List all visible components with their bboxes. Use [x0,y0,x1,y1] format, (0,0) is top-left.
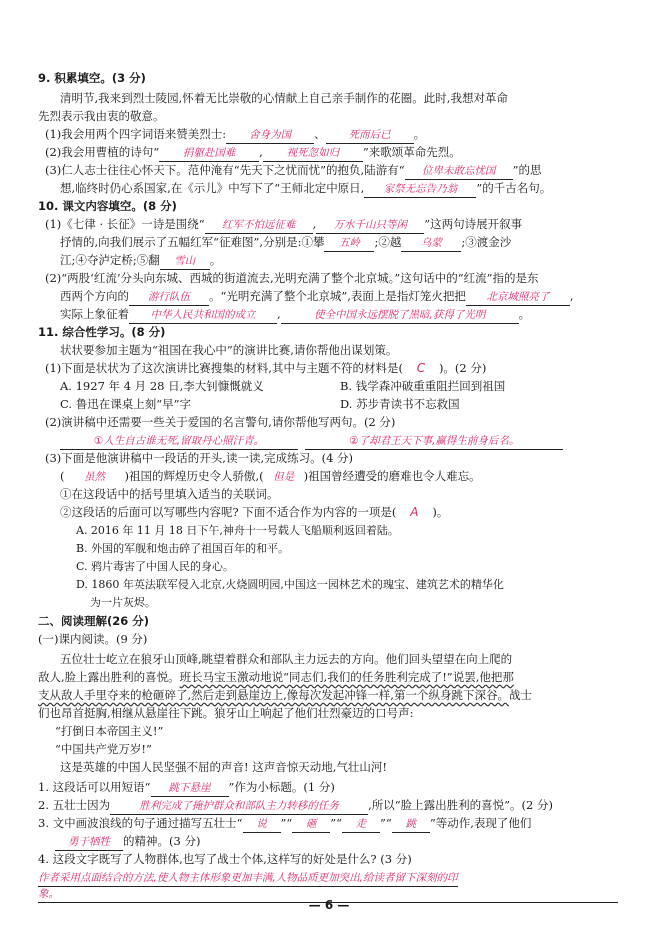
option-a: A. 1927 年 4 月 28 日,李大钊慷慨就义 [60,379,264,393]
q9-intro-line1: 清明节,我来到烈士陵园,怀着无比崇敬的心情献上自己亲手制作的花圈。此时,我想对革命 [60,91,508,105]
answer-blank[interactable]: 跳 [392,817,430,833]
answer-blank[interactable]: 家祭无忘告乃翁 [364,182,476,198]
answer-blank[interactable]: 胜利完成了掩护群众和部队主力转移的任务 [110,799,368,815]
wavy-underlined-sentence: 班长马宝玉激动地说“同志们,我们的任务胜利完成了!”说罢,他把那 [179,670,514,684]
answer-blank[interactable]: 砸 [292,817,330,833]
answer-blank[interactable]: 中华人民共和国的成立 [129,308,277,324]
option-c: C. 鲁迅在课桌上刻“早”字 [60,397,191,411]
option-b: B. 钱学森冲破重重阻拦回到祖国 [340,379,506,393]
q11-option-c: C. 鸦片毒害了中国人民的身心。 [76,560,235,573]
q9-s2: (2)我会用曹植的诗句“ 捐躯赴国难 , 视死忽如归 ”来歌颂革命先烈。 [45,145,461,162]
reading-q3-cont: 勇于牺牲 的精神。(3 分) [55,834,200,851]
q9-intro-line2: 先烈表示我由衷的敬意。 [38,109,165,123]
q11-s2: (2)演讲稿中还需要一些关于爱国的名言警句,请你帮他写两句。(2 分) [45,415,396,429]
q10-s1-cont2: 江;④夺泸定桥;⑤翻 雪山 。 [60,253,221,270]
q11-s3: (3)下面是他演讲稿中一段话的开头,读一读,完成练习。(4 分) [45,451,354,465]
answer-blank[interactable]: 视死忽如归 [263,146,363,162]
answer-blank[interactable]: 捐躯赴国难 [159,146,259,162]
passage-line3: 支从敌人手里夺来的枪砸碎了,然后走到悬崖边上,像每次发起冲锋一样,第一个纵身跳下深谷。战士 [38,688,532,702]
q11-title: 11. 综合性学习。(8 分) [38,325,166,339]
q10-s1-cont: 抒情的,向我们展示了五幅红军“征难图”,分别是:①攀 五岭 ;②越 乌蒙 ;③渡金沙 [60,235,511,252]
passage-slogan1: “打倒日本帝国主义!” [55,724,164,738]
q11-option-b: B. 外国的军舰和炮击碎了祖国百年的和平。 [76,542,290,555]
choice-answer[interactable]: A [410,505,419,519]
answer-blank[interactable]: ①人生自古谁无死,留取丹心照汗青。 [60,434,298,450]
q10-s2-cont2: 实际上象征着 中华人民共和国的成立 , 使全中国永远摆脱了黑暗,获得了光明 。 [60,307,530,324]
reading-q1: 1. 这段话可以用短语“ 跳下悬崖 ”作为小标题。(1 分) [38,780,335,797]
q11-option-d: D. 1860 年英法联军侵入北京,火烧圆明园,中国这一园林艺术的瑰宝、建筑艺术的精华化 [76,578,504,591]
q10-s2: (2)“两股‘红流’分头向东城、西城的街道流去,光明充满了整个北京城。”这句话中的“红流”指的是东 [45,271,539,285]
q10-s2-cont: 西两个方向的 游行队伍 。“光明充满了整个北京城”,表面上是指灯笼火把把 北京城照亮了 , [60,289,574,306]
answer-blank[interactable]: 象。 [38,887,618,903]
q9-title: 9. 积累填空。(3 分) [38,71,146,85]
passage-line4: 们也昂首挺胸,相继从悬崖往下跳。狼牙山上响起了他们壮烈豪迈的口号声: [38,706,414,720]
reading-q3: 3. 文中画波浪线的句子通过描写五壮士“ 说 ”“ 砸 ”“ 走 ”“ 跳 ”等动作,表现了他们 [38,816,531,833]
answer-blank[interactable]: 勇于牺牲 [55,835,123,851]
q9-s1: (1)我会用两个四字词语来赞美烈士: 舍身为国 、 死而后已 。 [45,127,425,144]
q11-option-a: A. 2016 年 11 月 18 日下午,神舟十一号载人飞船顺利返回着陆。 [76,524,399,537]
answer-blank[interactable]: 北京城照亮了 [466,290,570,306]
section-title: 二、阅读理解(26 分) [38,614,150,628]
q10-s1: (1)《七律 · 长征》一诗是围绕“ 红军不怕远征难 , 万水千山只等闲 ”这两句诗展开叙事 [45,217,522,234]
answer-blank[interactable]: 舍身为国 [226,128,314,144]
answer-blank[interactable]: 游行队伍 [129,290,209,306]
answer-blank[interactable]: 万水千山只等闲 [316,218,424,234]
answer-blank[interactable]: 雪山 [160,254,210,270]
answer-blank[interactable]: 走 [342,817,380,833]
passage-slogan2: “中国共产党万岁!” [55,742,152,756]
answer-blank[interactable]: 位卑未敢忘忧国 [405,164,513,180]
choice-answer[interactable]: C [416,361,426,375]
answer-blank[interactable]: 红军不怕远征难 [205,218,313,234]
passage-line1: 五位壮士屹立在狼牙山顶峰,眺望着群众和部队主力远去的方向。他们回头望望在向上爬的 [60,652,513,666]
option-d: D. 苏步青读书不忘救国 [340,397,460,411]
answer-blank[interactable]: 说 [243,817,281,833]
q11-s2-answers [60,433,563,450]
q11-s3-q2: ②这段话的后面可以写哪些内容呢? 下面不适合作为内容的一项是( A )。 [60,505,449,519]
q11-intro: 状状要参加主题为“祖国在我心中”的演讲比赛,请你帮他出谋划策。 [60,343,398,357]
q10-title: 10. 课文内容填空。(8 分) [38,199,177,213]
answer-blank[interactable]: 虽然 [84,471,105,483]
wavy-underlined-sentence: 支从敌人手里夺来的枪砸碎了,然后走到悬崖边上,像每次发起冲锋一样,第一个纵身跳下深谷。 [38,688,509,702]
subsection-title: (一)课内阅读。(9 分) [38,632,148,646]
answer-blank[interactable]: 跳下悬崖 [151,781,229,797]
passage-line2: 敌人,脸上露出胜利的喜悦。班长马宝玉激动地说“同志们,我们的任务胜利完成了!”说罢,他把那 [38,670,514,684]
q9-s3: (3)仁人志士往往心怀天下。范仲淹有“先天下之忧而忧”的抱负,陆游有“ 位卑未敢忘忧国 ”的思 [45,163,541,180]
q9-s3-cont: 想,临终时仍心系国家,在《示儿》中写下了“王师北定中原日, 家祭无忘告乃翁 ”的千古名句。 [60,181,551,198]
reading-q4-answer [38,870,458,887]
answer-blank[interactable]: 五岭 [324,236,374,252]
answer-blank[interactable]: 乌蒙 [401,236,461,252]
answer-blank[interactable]: 使全中国永远摆脱了黑暗,获得了光明 [281,308,519,324]
q11-option-d-cont: 为一片灰烬。 [90,596,156,609]
answer-blank[interactable]: 死而后已 [326,128,414,144]
passage-line7: 这是英雄的中国人民坚强不屈的声音! 这声音惊天动地,气壮山河! [60,760,388,774]
q11-s3-passage: ( 虽然 )祖国的辉煌历史令人骄傲,( 但是 )祖国曾经遭受的磨难也令人难忘。 [60,469,481,483]
answer-blank[interactable]: ②了却君王天下事,赢得生前身后名。 [305,434,563,450]
answer-blank[interactable]: 但是 [273,471,295,483]
reading-q4: 4. 这段文字既写了人物群体,也写了战士个体,这样写的好处是什么? (3 分) [38,852,412,866]
q11-s1: (1)下面是状状为了这次演讲比赛搜集的材料,其中与主题不符的材料是( C )。(2 分) [45,361,487,375]
answer-blank[interactable]: 作者采用点面结合的方法,使人物主体形象更加丰满,人物品质更加突出,给读者留下深刻的印 [38,871,458,887]
q11-s3-q1: ①在这段话中的括号里填入适当的关联词。 [60,487,279,501]
page-number: — 6 — [308,898,350,912]
reading-q2: 2. 五壮士因为 胜利完成了掩护群众和部队主力转移的任务 ,所以“脸上露出胜利的喜悦”。(2 分) [38,798,553,815]
